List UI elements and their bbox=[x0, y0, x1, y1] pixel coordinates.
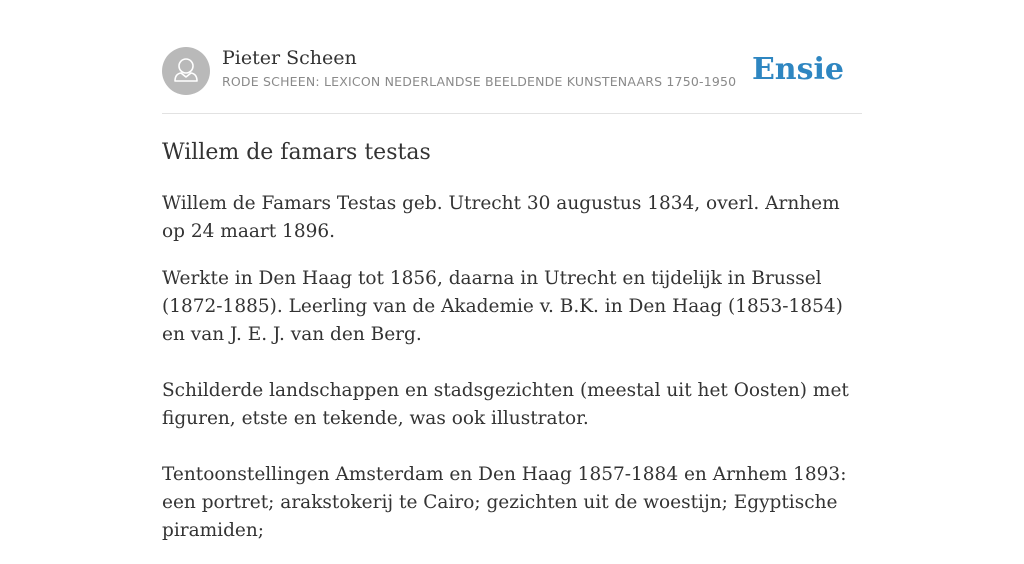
user-avatar-icon[interactable] bbox=[162, 47, 210, 95]
source-title[interactable]: RODE SCHEEN: LEXICON NEDERLANDSE BEELDENDE KUNSTENAARS 1750-1950 bbox=[222, 74, 737, 89]
author-name[interactable]: Pieter Scheen bbox=[222, 47, 357, 69]
article-body bbox=[162, 190, 862, 564]
article-title: Willem de famars testas bbox=[162, 140, 431, 165]
article-paragraph: Werkte in Den Haag tot 1856, daarna in Utrecht en tijdelijk in Brussel (1872-1885). Leerling van de Akademie v. B.K. in Den Haag (1853-1854) en van J. E. J. van den Berg. bbox=[162, 268, 843, 345]
article-paragraph: Schilderde landschappen en stadsgezichten (meestal uit het Oosten) met figuren, etste en tekende, was ook illustrator. bbox=[162, 380, 849, 429]
article-header bbox=[162, 46, 862, 96]
header-divider bbox=[162, 113, 862, 114]
article-paragraph: Tentoonstellingen Amsterdam en Den Haag 1857-1884 en Arnhem 1893: een portret; arakstokerij te Cairo; gezichten uit de woestijn; Egyptische piramiden; bbox=[162, 464, 847, 541]
brand-logo[interactable]: Ensie bbox=[751, 52, 844, 87]
article-paragraph: Willem de Famars Testas geb. Utrecht 30 augustus 1834, overl. Arnhem op 24 maart 1896. bbox=[162, 193, 840, 242]
